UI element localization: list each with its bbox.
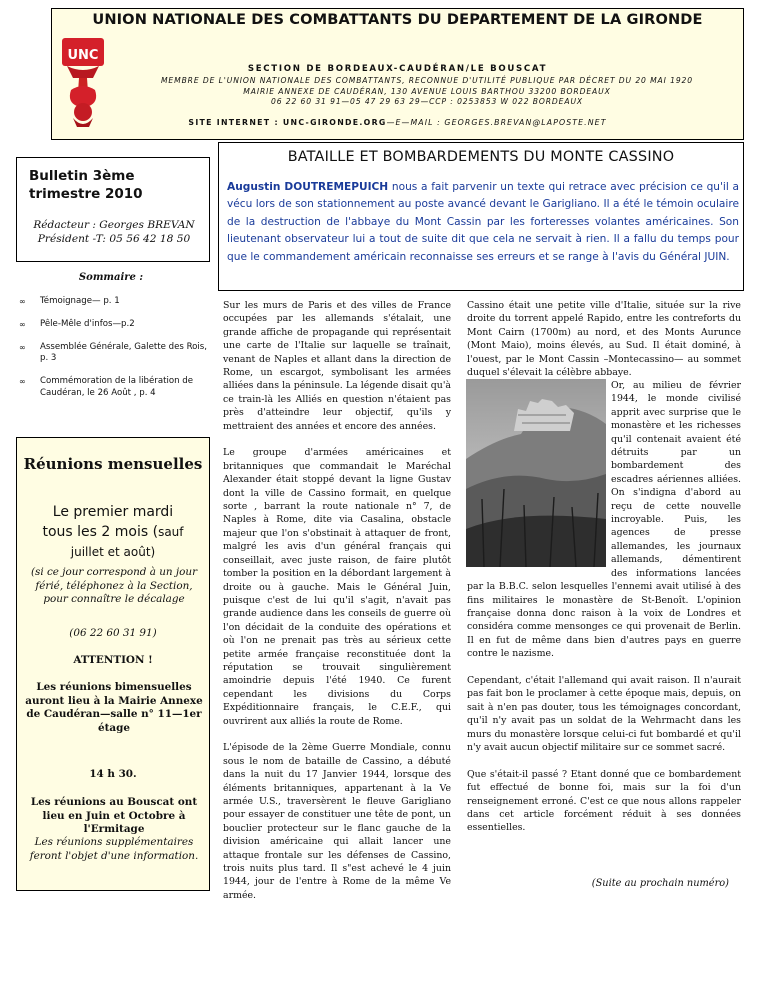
paragraph: Cependant, c'était l'allemand qui avait raison. Il n'aurait pas fait bon le proclamer à cette époque mais, depuis, on sait à n'en pas douter, tous les témoignages concordant, qu'il n'y avait pas un soldat de la Wehrmacht dans les murs du monastère lorsque celui-ci fut bombardé et qu'il n'y avait aucun objectif militaire sur ce sommet sacré.: [467, 674, 741, 753]
member-line-phones: 06 22 60 31 91—05 47 29 63 29—CCP : 0253853 W 022 BORDEAUX: [270, 97, 584, 107]
header-banner: [51, 8, 744, 140]
paragraph: L'épisode de la 2ème Guerre Mondiale, connu sous le nom de bataille de Cassino, a débuté dans la nuit du 17 Janvier 1944, lorsque des éléments britanniques, appartenant à la Ve armée U.S., traversèrent le fleuve Garigliano pour essayer de constituer une tête de pont, un bouclier protecteur sur le flanc gauche de la division américaine qui allait lancer une attaque frontale sur les défenses de Cassino, trois nuits plus tard. Il s"est achevé le 4 juin 1944, jour de l'entre à Rome de la même Ve armée.: [223, 742, 451, 901]
meetings-extra: Les réunions supplémentaires feront l'objet d'une information.: [29, 836, 199, 862]
contents-item: ∞ Témoignage— p. 1: [16, 296, 212, 308]
contents-list: [16, 296, 212, 411]
meetings-title: Réunions mensuelles: [23, 455, 203, 473]
meetings-frequency: [17, 522, 209, 542]
logo-text: UNC: [67, 48, 99, 63]
contents-item: ∞ Pêle-Mêle d'infos—p.2: [16, 319, 212, 331]
meetings-time: 14 h 30.: [89, 768, 137, 780]
meetings-holiday-note: (si ce jour correspond à un jour férié, téléphonez à la Section, pour connaître le décalage: [30, 566, 198, 606]
meetings-bouscat: Les réunions au Bouscat ont lieu en Juin et Octobre à l'Ermitage: [30, 796, 198, 836]
website-link[interactable]: SITE INTERNET : UNC-GIRONDE.ORG: [188, 118, 387, 127]
email-link[interactable]: —E—MAIL : GEORGES.BREVAN@LAPOSTE.NET: [386, 118, 607, 127]
organization-title: UNION NATIONALE DES COMBATTANTS DU DEPARTEMENT DE LA GIRONDE: [92, 11, 703, 28]
attention-heading: ATTENTION !: [73, 654, 153, 666]
meetings-day: Le premier mardi: [52, 504, 174, 520]
meetings-except: sauf: [158, 525, 184, 539]
continued-note: (Suite au prochain numéro): [591, 878, 729, 889]
author-name: Augustin DOUTREMEPUICH: [227, 181, 389, 193]
paragraph: Sur les murs de Paris et des villes de France occupées par les allemands s'étalait, une grande affiche de propagande qui représentait une carte de l'Italie sur laquelle se traînait, venant de Naples et allant dans la direction de Rome, un escargot, symbolisant les armées alliées dans la péninsule. La légende disait qu'à ce train-là les Alliés en question n'étaient pas près d'atteindre leur objectif, qu'ils y mettraient des années et encore des années.: [223, 300, 451, 432]
monte-cassino-photo: [466, 379, 606, 567]
paragraph: Le groupe d'armées américaines et britanniques que commandait le Maréchal Alexander était stoppé devant la ligne Gustav dont la ville de Cassino formait, en quelque sorte , barrant la route nationale n° 7, de Naples à Rome, dite via Casalina, obstacle majeur que l'on s'obstinait à attaquer de front, malgré les avis d'un général français qui conseillait, avec juste raison, de faire plutôt tomber la position en la débordant largement à droite ou à gauche. Mais le Général Juin, puisque c'est de lui qu'il s'agit, n'avait pas grande audience dans les conseils de guerre où l'on décidait de la conduite des opérations et où l'on ne prenait pas très au sérieux cette petite armée française reconstituée dont la réputation se trouvait singulièrement amoindrie depuis l'été 1940. Ce furent cependant les divisions du Corps Expéditionnaire français, le C.E.F., qui ouvrirent aux alliés la route de Rome.: [223, 447, 451, 727]
paragraph: Cassino était une petite ville d'Italie, située sur la rive droite du torrent appelé Rapido, entre les contreforts du Mont Cairn (1700m) au nord, et des Monts Aurunce (Mont Maio), moins élevés, au Sud. Il était dominé, à l'ouest, par le Mont Cassin –Montecassino— au sommet duquel s'élevait la célèbre abbaye.: [467, 300, 741, 379]
article-title: BATAILLE ET BOMBARDEMENTS DU MONTE CASSINO: [287, 149, 675, 165]
editor-info: [21, 218, 207, 246]
meetings-location: Les réunions bimensuelles auront lieu à la Mairie Annexe de Caudéran—salle n° 11—1er étage: [25, 681, 203, 734]
member-line-address: MAIRIE ANNEXE DE CAUDÉRAN, 130 AVENUE LOUIS BARTHOU 33200 BORDEAUX: [243, 86, 611, 96]
article-column-1: [223, 299, 451, 916]
paragraph: Que s'était-il passé ? Etant donné que ce bombardement fut effectué de bonne foi, mais sur la foi d'un renseignement erroné. C'est ce que nous allons rappeler dans cet article forcément réduit à ses données essentielles.: [467, 768, 741, 834]
editor-name: Rédacteur : Georges BREVAN: [33, 219, 195, 231]
intro-body: nous a fait parvenir un texte qui retrace avec précision ce qu'il a vécu lors de son stationnement au poste avancé devant le Garigliano. Il a été le témoin oculaire de la destruction de l'abbaye du Mont Cassin par les forteresses volantes américaines. Son lieutenant observateur lui a tout de suite dit que cela ne servait à rien. Il a fallu du temps pour que le commandement américain reconnaisse ses erreurs et se range à l'avis du Général JUIN.: [227, 181, 739, 263]
bulletin-title: Bulletin 3ème trimestre 2010: [29, 168, 143, 202]
contents-title: Sommaire :: [78, 272, 144, 283]
meetings-months: juillet et août): [70, 545, 156, 559]
contents-item: ∞ Commémoration de la libération de Caudéran, le 26 Août , p. 4: [16, 376, 212, 400]
meetings-phone: (06 22 60 31 91): [69, 627, 157, 639]
unc-logo: [59, 32, 107, 132]
article-intro: [227, 179, 739, 266]
contents-item: ∞ Assemblée Générale, Galette des Rois, p. 3: [16, 342, 212, 366]
meetings-frequency-text: tous les 2 mois (: [42, 524, 159, 540]
web-contact: [52, 118, 743, 127]
meetings-box: [16, 437, 210, 891]
bulletin-box: [16, 157, 210, 262]
member-line-decree: MEMBRE DE L'UNION NATIONALE DES COMBATTANTS, RECONNUE D'UTILITÉ PUBLIQUE PAR DÉCRET DU 20 MAI 1920: [160, 76, 694, 85]
member-info: [112, 76, 742, 108]
paragraph: Or, au milieu de février 1944, le monde civilisé apprit avec surprise que le monastère et les richesses qu'il contenait avaient été détruits par un bombardement des escadres aériennes alliées. On s'indigna d'abord au reçu de cette nouvelle incroyable. Puis, les agences de presse allemandes, les journaux allemands, démentirent des informations lancées par la B.B.C. selon lesquelles l'ennemi avait utilisé à des fins militaires le monastère de St-Benoît. L'opinion française donna donc raison à la voix de Londres et considéra comme mensonges ce qui provenait de Berlin. Il en fut de même dans bien d'autres pays en guerre contre le nazisme.: [467, 380, 741, 660]
article-column-2: [467, 379, 741, 848]
article-intro-box: [218, 142, 744, 291]
meetings-schedule: [17, 502, 209, 562]
section-name: SECTION DE BORDEAUX-CAUDÉRAN/LE BOUSCAT: [247, 64, 548, 74]
president-phone: Président -T: 05 56 42 18 50: [37, 233, 191, 245]
